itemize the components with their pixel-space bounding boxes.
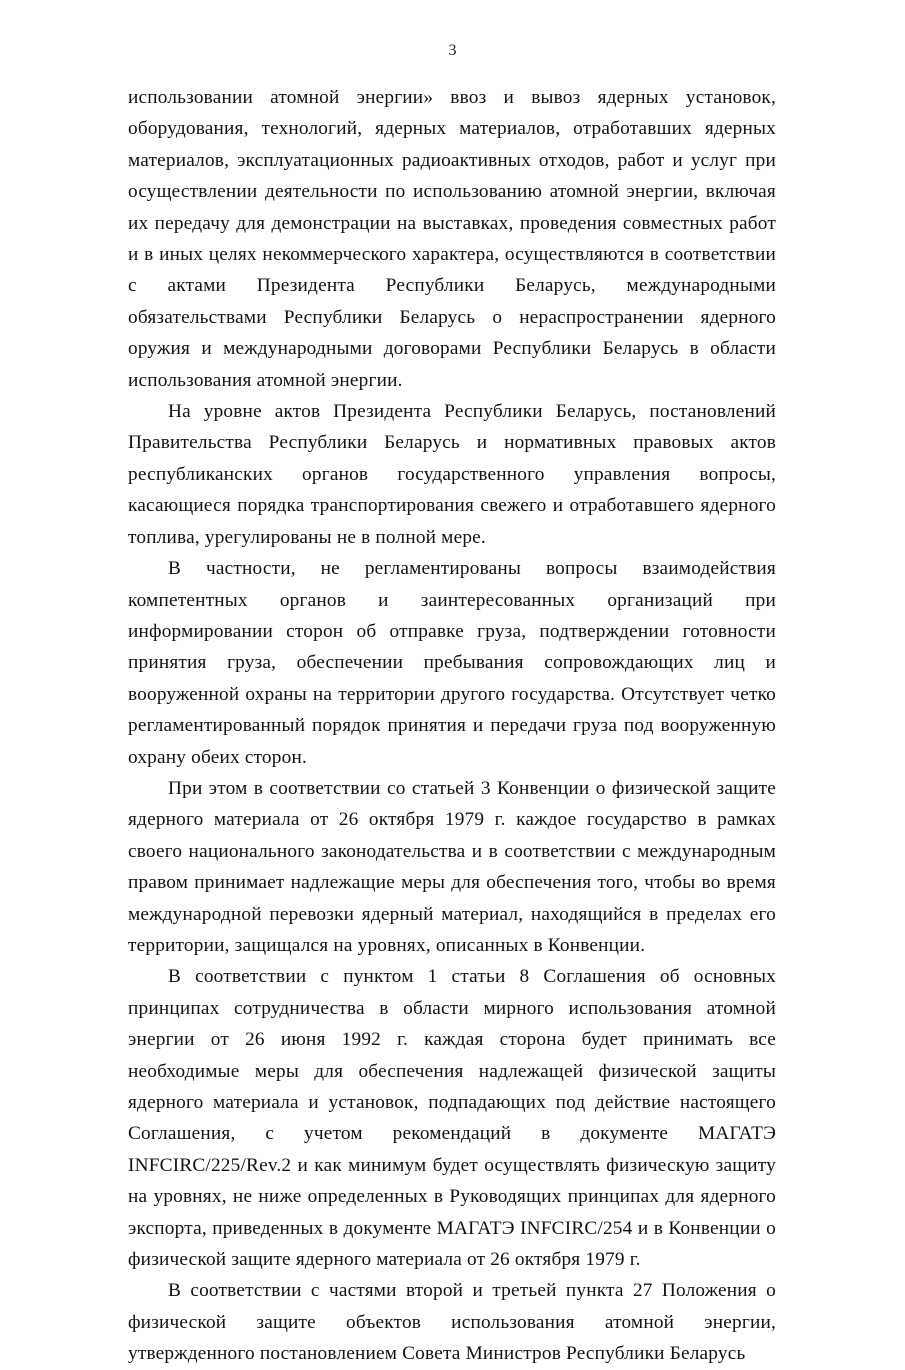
- paragraph: В соответствии с частями второй и третьей пункта 27 Положения о физической защите объектов использования атомной энергии, утвержденного постановлением Совета Министров Республики Беларусь: [128, 1280, 776, 1365]
- paragraph: На уровне актов Президента Республики Беларусь, постановлений Правительства Республики Беларусь и нормативных правовых актов республиканских органов государственного управления вопросы, касающиеся порядка транспортирования свежего и отработавшего ядерного топлива, урегулированы не в полной мере.: [128, 401, 776, 548]
- paragraph: В частности, не регламентированы вопросы взаимодействия компетентных органов и заинтересованных организаций при информировании сторон об отправке груза, подтверждении готовности принятия груза, обеспечении пребывания сопровождающих лиц и вооруженной охраны на территории другого государства. Отсутствует четко регламентированный порядок принятия и передачи груза под вооруженную охрану обеих сторон.: [128, 558, 776, 768]
- paragraph: При этом в соответствии со статьей 3 Конвенции о физической защите ядерного материала от 26 октября 1979 г. каждое государство в рамках своего национального законодательства и в соответствии с международным правом принимает надлежащие меры для обеспечения того, чтобы во время международной перевозки ядерный материал, находящийся в пределах его территории, защищался на уровнях, описанных в Конвенции.: [128, 777, 776, 956]
- paragraph: В соответствии с пунктом 1 статьи 8 Соглашения об основных принципах сотрудничества в области мирного использования атомной энергии от 26 июня 1992 г. каждая сторона будет принимать все необходимые меры для обеспечения надлежащей физической защиты ядерного материала и установок, подпадающих под действие настоящего Соглашения, с учетом рекомендаций в документе МАГАТЭ INFCIRC/225/Rev.2 и как минимум будет осуществлять физическую защиту на уровнях, не ниже определенных в Руководящих принципах для ядерного экспорта, приведенных в документе МАГАТЭ INFCIRC/254 и в Конвенции о физической защите ядерного материала от 26 октября 1979 г.: [128, 966, 776, 1271]
- paragraph: использовании атомной энергии» ввоз и вывоз ядерных установок, оборудования, технологий, ядерных материалов, отработавших ядерных материалов, эксплуатационных радиоактивных отходов, работ и услуг при осуществлении деятельности по использованию атомной энергии, включая их передачу для демонстрации на выставках, проведения совместных работ и в иных целях некоммерческого характера, осуществляются в соответствии с актами Президента Республики Беларусь, международными обязательствами Республики Беларусь о нераспространении ядерного оружия и международными договорами Республики Беларусь в области использования атомной энергии.: [128, 87, 776, 391]
- document-body: [128, 82, 776, 1370]
- page-number: 3: [448, 42, 457, 59]
